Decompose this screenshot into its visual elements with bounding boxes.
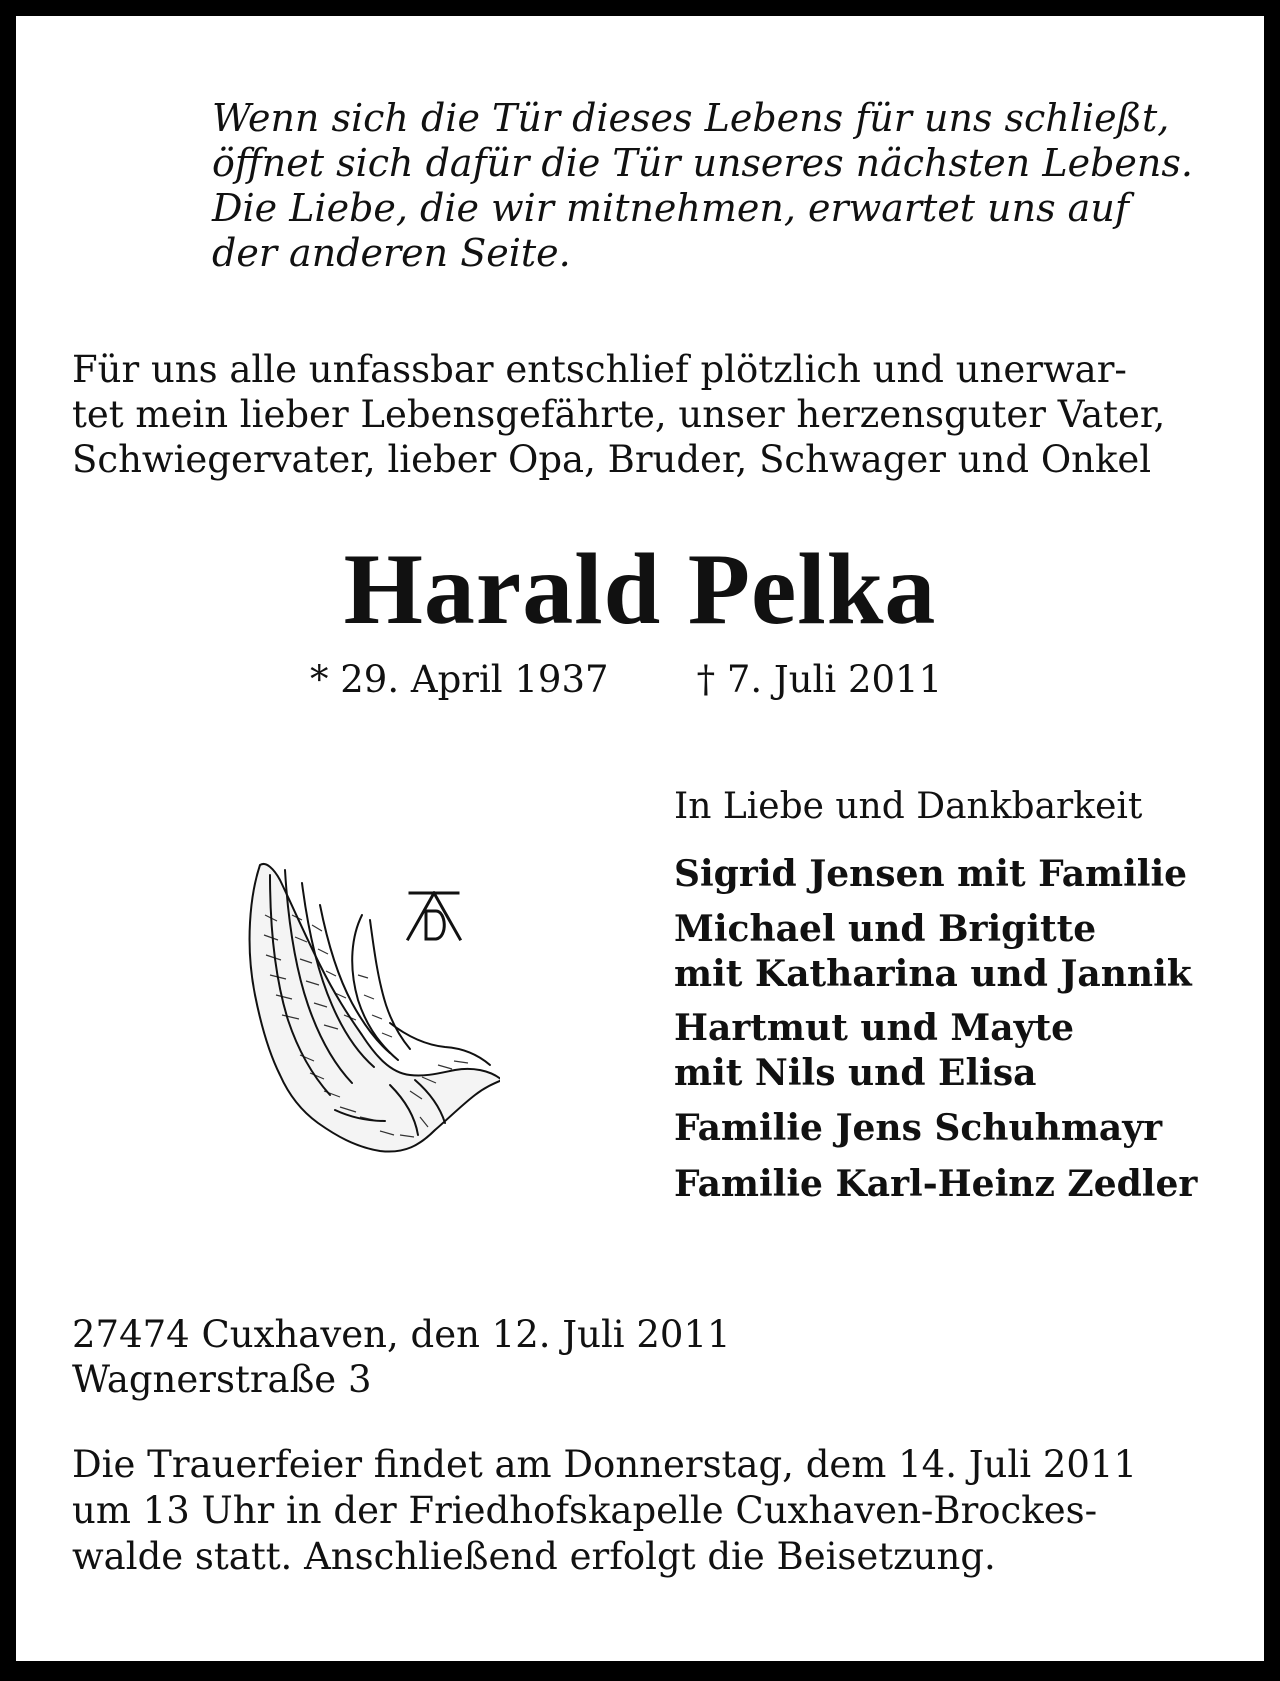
mourner-group xyxy=(674,907,1192,997)
deceased-name: Harald Pelka xyxy=(343,533,937,646)
service-line: walde statt. Anschließend erfolgt die Beisetzung. xyxy=(72,1535,996,1578)
city-date: 27474 Cuxhaven, den 12. Juli 2011 xyxy=(72,1313,731,1356)
service-line: um 13 Uhr in der Friedhofskapelle Cuxhaven-Brockes- xyxy=(72,1489,1098,1532)
mourner-line: Familie Jens Schuhmayr xyxy=(674,1107,1163,1149)
birth-date: * 29. April 1937 xyxy=(310,658,609,701)
life-dates xyxy=(310,658,942,702)
quote-line: Wenn sich die Tür dieses Lebens für uns schließt, xyxy=(212,96,1170,140)
street-address: Wagnerstraße 3 xyxy=(72,1358,372,1401)
quote-line: öffnet sich dafür die Tür unseres nächsten Lebens. xyxy=(212,141,1193,185)
mourner-line: Familie Karl-Heinz Zedler xyxy=(674,1163,1198,1205)
mourner-line: Hartmut und Mayte xyxy=(674,1007,1075,1049)
service-line: Die Trauerfeier findet am Donnerstag, dem 14. Juli 2011 xyxy=(72,1443,1137,1486)
mourner-line: Michael und Brigitte xyxy=(674,908,1097,950)
mourner-group xyxy=(674,852,1187,897)
mourner-group xyxy=(674,1106,1162,1151)
mourner-line: Sigrid Jensen mit Familie xyxy=(674,853,1188,895)
announcement-text xyxy=(72,347,1212,482)
funeral-service-text xyxy=(72,1442,1207,1580)
mourners-heading: In Liebe und Dankbarkeit xyxy=(674,786,1143,827)
quote-line: der anderen Seite. xyxy=(212,231,571,275)
death-date: † 7. Juli 2011 xyxy=(696,658,943,701)
mourner-group xyxy=(674,1162,1197,1207)
announcement-line: tet mein lieber Lebensgefährte, unser herzensguter Vater, xyxy=(72,393,1166,436)
ad-monogram-icon xyxy=(402,885,466,943)
mourner-line: mit Nils und Elisa xyxy=(674,1052,1037,1094)
place-and-address xyxy=(72,1312,731,1402)
quote-block xyxy=(212,96,1222,276)
mourner-line: mit Katharina und Jannik xyxy=(674,953,1192,995)
quote-line: Die Liebe, die wir mitnehmen, erwartet uns auf xyxy=(212,186,1129,230)
announcement-line: Für uns alle unfassbar entschlief plötzlich und unerwar- xyxy=(72,348,1127,391)
announcement-line: Schwiegervater, lieber Opa, Bruder, Schwager und Onkel xyxy=(72,438,1152,481)
mourner-group xyxy=(674,1006,1074,1096)
